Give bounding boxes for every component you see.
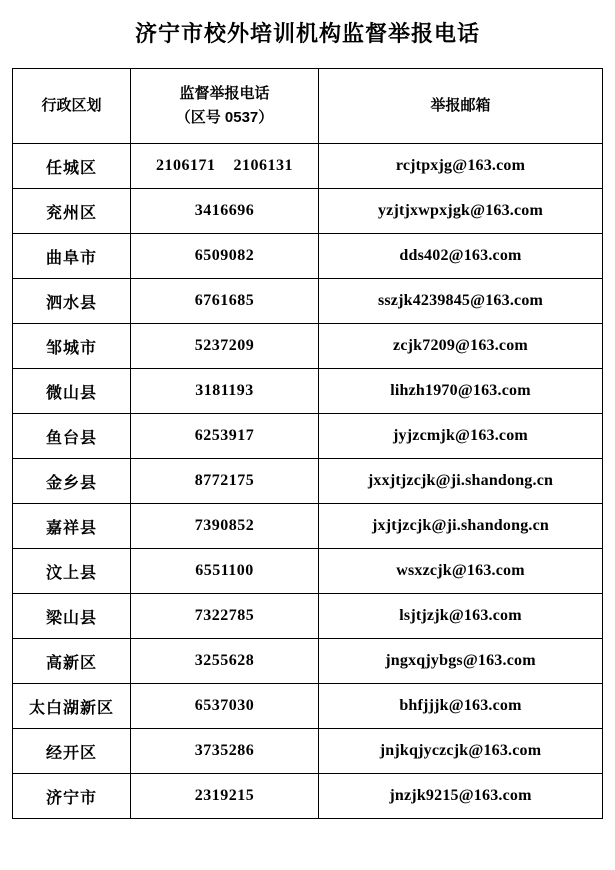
cell-phone xyxy=(131,414,319,459)
cell-phone xyxy=(131,549,319,594)
phone-list xyxy=(195,337,255,355)
table-row xyxy=(13,414,603,459)
cell-phone xyxy=(131,459,319,504)
cell-region: 泗水县 xyxy=(13,279,131,324)
hotline-table xyxy=(12,68,603,819)
cell-region: 汶上县 xyxy=(13,549,131,594)
table-row xyxy=(13,729,603,774)
phone-list xyxy=(195,562,254,580)
cell-email: jxjtjzcjk@ji.shandong.cn xyxy=(319,504,603,549)
table-row xyxy=(13,639,603,684)
cell-region: 鱼台县 xyxy=(13,414,131,459)
phone-number: 6537030 xyxy=(194,697,255,714)
table-row xyxy=(13,369,603,414)
column-header-phone-line1: 监督举报电话 xyxy=(179,85,270,102)
phone-number: 2319215 xyxy=(194,787,255,804)
phone-number: 3735286 xyxy=(194,742,255,759)
cell-email: jxxjtjzcjk@ji.shandong.cn xyxy=(319,459,603,504)
phone-number: 8772175 xyxy=(194,472,255,489)
table-row xyxy=(13,504,603,549)
cell-phone xyxy=(131,774,319,819)
table-row xyxy=(13,459,603,504)
phone-list xyxy=(195,247,255,265)
cell-email: jnjkqjyczcjk@163.com xyxy=(319,729,603,774)
phone-number: 2106171 xyxy=(156,157,216,174)
phone-list xyxy=(195,607,255,625)
document-page xyxy=(0,18,615,870)
column-header-region: 行政区划 xyxy=(13,69,131,144)
phone-number: 6761685 xyxy=(194,292,255,309)
column-header-email: 举报邮箱 xyxy=(319,69,603,144)
report-table-container xyxy=(12,68,603,819)
table-header-row xyxy=(13,69,603,144)
cell-region: 梁山县 xyxy=(13,594,131,639)
cell-region: 济宁市 xyxy=(13,774,131,819)
cell-phone xyxy=(131,144,319,189)
cell-phone xyxy=(131,684,319,729)
cell-email: jngxqjybgs@163.com xyxy=(319,639,603,684)
phone-list xyxy=(195,787,255,805)
phone-list xyxy=(195,472,255,490)
phone-number: 2106131 xyxy=(233,157,293,174)
phone-list xyxy=(195,292,255,310)
phone-number: 6509082 xyxy=(194,247,255,264)
table-body xyxy=(13,144,603,819)
cell-region: 太白湖新区 xyxy=(13,684,131,729)
phone-list xyxy=(195,517,255,535)
cell-phone xyxy=(131,729,319,774)
cell-email: jnzjk9215@163.com xyxy=(319,774,603,819)
table-row xyxy=(13,594,603,639)
cell-region: 高新区 xyxy=(13,639,131,684)
cell-region: 微山县 xyxy=(13,369,131,414)
phone-list xyxy=(195,697,255,715)
phone-list xyxy=(195,202,255,220)
cell-phone xyxy=(131,189,319,234)
table-row xyxy=(13,189,603,234)
cell-email: wsxzcjk@163.com xyxy=(319,549,603,594)
cell-region: 邹城市 xyxy=(13,324,131,369)
phone-number: 6253917 xyxy=(194,427,255,444)
cell-email: yzjtjxwpxjgk@163.com xyxy=(319,189,603,234)
cell-email: zcjk7209@163.com xyxy=(319,324,603,369)
phone-number: 6551100 xyxy=(195,562,254,579)
phone-number: 3255628 xyxy=(194,652,255,669)
cell-region: 金乡县 xyxy=(13,459,131,504)
cell-email: bhfjjjk@163.com xyxy=(319,684,603,729)
cell-email: sszjk4239845@163.com xyxy=(319,279,603,324)
cell-region: 兖州区 xyxy=(13,189,131,234)
phone-list xyxy=(195,652,255,670)
table-row xyxy=(13,324,603,369)
phone-number: 7390852 xyxy=(194,517,255,534)
column-header-phone xyxy=(131,69,319,144)
column-header-phone-line2: （区号 0537） xyxy=(175,109,274,126)
cell-phone xyxy=(131,639,319,684)
table-row xyxy=(13,279,603,324)
phone-list xyxy=(195,382,254,400)
cell-phone xyxy=(131,369,319,414)
table-row xyxy=(13,549,603,594)
phone-number: 3416696 xyxy=(194,202,255,219)
cell-region: 经开区 xyxy=(13,729,131,774)
phone-list xyxy=(156,157,293,175)
phone-list xyxy=(195,427,255,445)
table-row xyxy=(13,684,603,729)
table-row xyxy=(13,774,603,819)
cell-email: jyjzcmjk@163.com xyxy=(319,414,603,459)
cell-email: lsjtjzjk@163.com xyxy=(319,594,603,639)
phone-list xyxy=(195,742,255,760)
table-header xyxy=(13,69,603,144)
phone-number: 7322785 xyxy=(194,607,255,624)
cell-region: 嘉祥县 xyxy=(13,504,131,549)
cell-region: 曲阜市 xyxy=(13,234,131,279)
cell-email: lihzh1970@163.com xyxy=(319,369,603,414)
cell-phone xyxy=(131,504,319,549)
cell-phone xyxy=(131,279,319,324)
phone-number: 3181193 xyxy=(195,382,254,399)
cell-phone xyxy=(131,234,319,279)
cell-email: rcjtpxjg@163.com xyxy=(319,144,603,189)
cell-region: 任城区 xyxy=(13,144,131,189)
table-row xyxy=(13,234,603,279)
page-title: 济宁市校外培训机构监督举报电话 xyxy=(134,21,480,46)
cell-email: dds402@163.com xyxy=(319,234,603,279)
table-row xyxy=(13,144,603,189)
cell-phone xyxy=(131,324,319,369)
cell-phone xyxy=(131,594,319,639)
phone-number: 5237209 xyxy=(194,337,255,354)
